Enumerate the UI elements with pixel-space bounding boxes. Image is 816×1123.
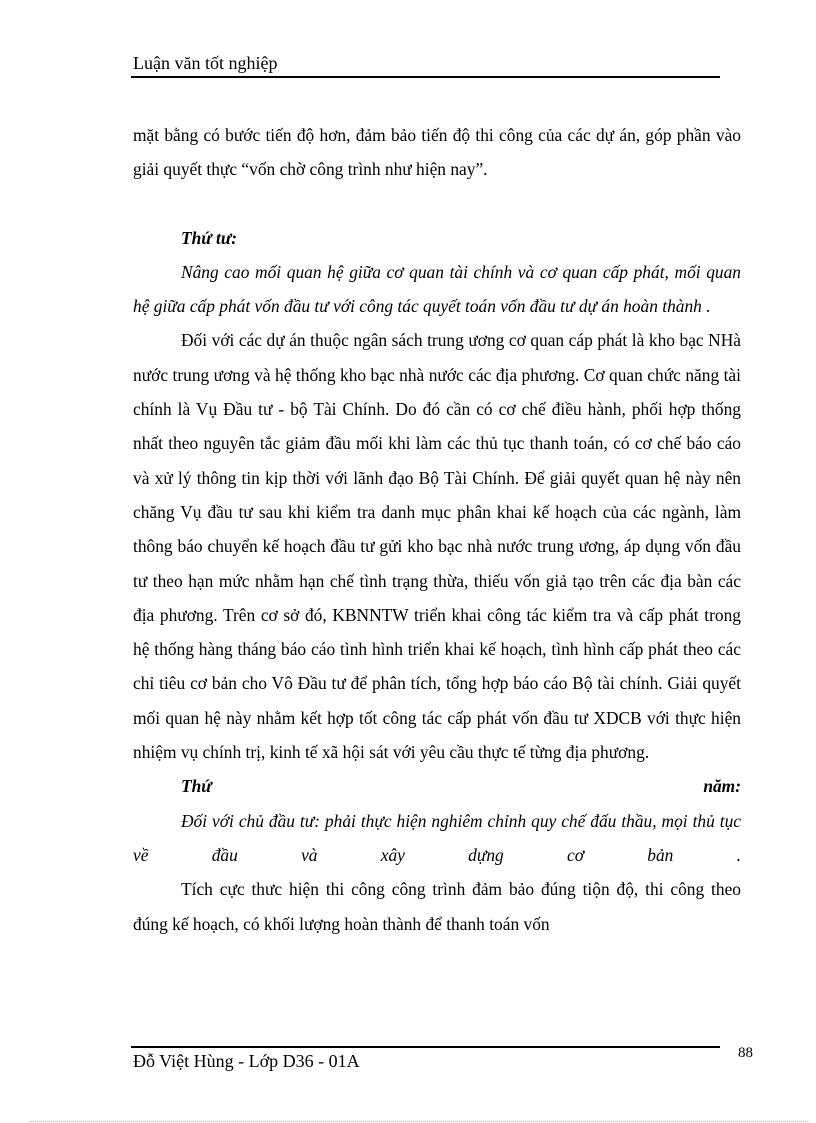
paragraph-fourth-italic: Nâng cao mối quan hệ giữa cơ quan tài chính và cơ quan cấp phát, mối quan hệ giữa cấp phát vốn đầu tư với công tác quyết toán vốn đầu tư dự án hoàn thành . — [133, 261, 741, 317]
paragraph-spacer — [133, 187, 741, 221]
header-rule — [131, 76, 720, 78]
header-title: Luận văn tốt nghiệp — [133, 53, 278, 73]
heading-fifth — [133, 769, 741, 803]
heading-fourth: Thứ tư: — [181, 227, 238, 248]
paragraph-fifth-body: Tích cực thưc hiện thi công công trình đảm bảo đúng tiộn độ, thi công theo đúng kế hoạch, có khối lượng hoàn thành để thanh toán vốn — [133, 879, 741, 934]
heading-fifth-left: Thứ — [181, 776, 212, 797]
heading-fifth-right: năm: — [703, 776, 741, 797]
page-edge-divider — [30, 1121, 810, 1122]
paragraph-intro: mặt bằng có bước tiến độ hơn, đảm bảo tiến độ thi công của các dự án, góp phần vào giải quyết thực “vốn chờ công trình như hiện nay”. — [133, 125, 741, 180]
document-body — [133, 118, 741, 941]
footer-author: Đỗ Việt Hùng - Lớp D36 - 01A — [133, 1051, 360, 1071]
paragraph-fifth-italic: Đối với chủ đầu tư: phải thực hiện nghiêm chỉnh quy chế đấu thầu, mọi thủ tục về đầu và xây dựng cơ bản . — [133, 810, 741, 865]
page-number: 88 — [738, 1045, 753, 1061]
paragraph-fourth-body: Đối với các dự án thuộc ngân sách trung ương cơ quan cáp phát là kho bạc NHà nước trung ương và hệ thống kho bạc nhà nước các địa phương. Cơ quan chức năng tài chính là Vụ Đầu tư - bộ Tài Chính. Do đó cần có cơ chế điều hành, phối hợp thống nhất theo nguyên tắc giảm đầu mối khi làm các thủ tục thanh toán, có cơ chế báo cáo và xử lý thông tin kịp thời với lãnh đạo Bộ Tài Chính. Để giải quyết quan hệ này nên chăng Vụ đầu tư sau khi kiểm tra danh mục phân khai kế hoạch của các ngành, làm thông báo chuyển kế hoạch đầu tư gửi kho bạc nhà nước trung ương, áp dụng vốn đầu tư theo hạn mức nhằm hạn chế tình trạng thừa, thiếu vốn giả tạo trên các địa bàn các địa phương. Trên cơ sở đó, KBNNTW triển khai công tác kiểm tra và cấp phát trong hệ thống hàng tháng báo cáo tình hình triển khai kế hoạch, tình hình cấp phát theo các chỉ tiêu cơ bản cho Vô Đầu tư để phân tích, tổng hợp báo cáo Bộ tài chính. Giải quyết mối quan hệ này nhằm kết hợp tốt công tác cấp phát vốn đầu tư XDCB với thực hiện nhiệm vụ chính trị, kinh tế xã hội sát với yêu cầu thực tế từng địa phương. — [133, 330, 741, 763]
footer-rule — [131, 1046, 720, 1048]
